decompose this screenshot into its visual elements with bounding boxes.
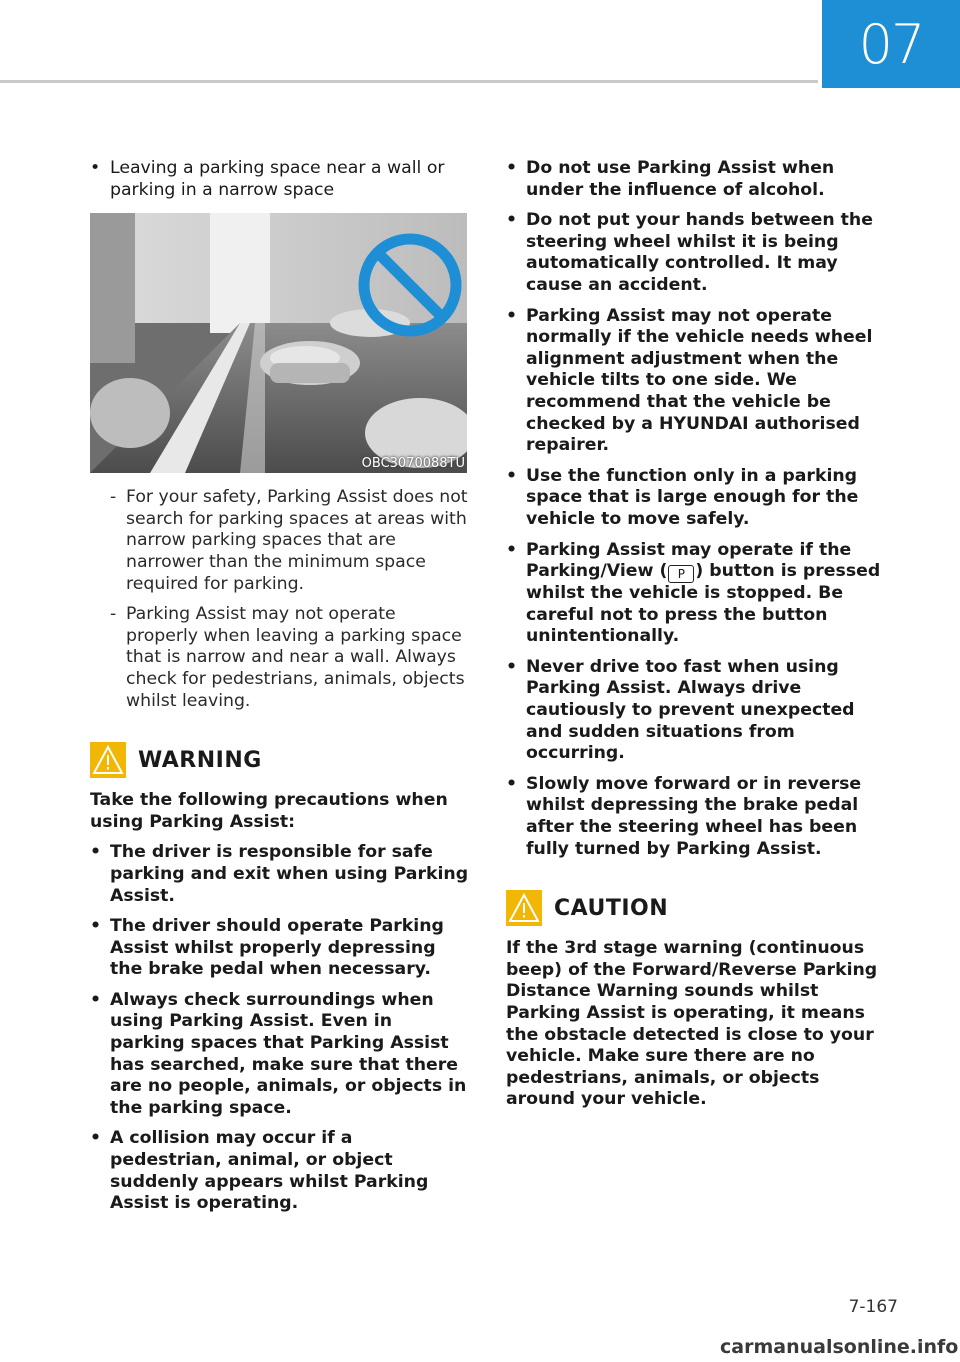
warning-intro: Take the following precautions when using Parking Assist: (90, 790, 448, 832)
caution-triangle-icon (506, 890, 542, 926)
header-rule (0, 80, 818, 83)
right-column (506, 158, 884, 1120)
left-column (90, 158, 470, 1224)
garage-scene-image (90, 213, 467, 473)
caution-heading (506, 890, 884, 926)
warning-item: • Never drive too fast when using Parking Assist. Always drive cautiously to prevent unexpected and sudden situations from occurring. (506, 657, 884, 765)
warning-heading (90, 742, 470, 778)
warning-item: • Always check surroundings when using Parking Assist. Even in parking spaces that Parking Assist has searched, make sure that there are no people, animals, or objects in the parking space. (90, 990, 470, 1120)
warning-item: • A collision may occur if a pedestrian, animal, or object suddenly appears whilst Parking Assist is operating. (90, 1128, 470, 1214)
warning-item: • Use the function only in a parking space that is large enough for the vehicle to move safely. (506, 466, 884, 531)
warning-item: • The driver should operate Parking Assist whilst properly depressing the brake pedal when necessary. (90, 916, 470, 981)
warning-item: • Parking Assist may not operate normally if the vehicle needs wheel alignment adjustment when the vehicle tilts to one side. We recommend that the vehicle be checked by a HYUNDAI authorised repairer. (506, 306, 884, 457)
caution-title: CAUTION (554, 895, 669, 921)
warning-triangle-icon (90, 742, 126, 778)
item-text-pre: Parking Assist may operate if the Parking/View ( (526, 539, 852, 582)
bullet-narrow-space: • Leaving a parking space near a wall or parking in a narrow space (90, 158, 470, 201)
sub-item-leaving: - Parking Assist may not operate properly when leaving a parking space that is narrow and near a wall. Always check for pedestrians, animals, objects whilst leaving. (90, 604, 470, 712)
sub-item-safety: - For your safety, Parking Assist does not search for parking spaces at areas with narrow parking spaces that are narrower than the minimum space required for parking. (90, 487, 470, 595)
warning-item: • The driver is responsible for safe parking and exit when using Parking Assist. (90, 842, 470, 907)
item-text-post: ) button is pressed whilst the vehicle is stopped. Be careful not to press the button unintentionally. (526, 561, 881, 647)
warning-item: • Slowly move forward or in reverse whilst depressing the brake pedal after the steering wheel has been fully turned by Parking Assist. (506, 774, 884, 860)
warning-item: • Do not put your hands between the steering wheel whilst it is being automatically controlled. It may cause an accident. (506, 210, 884, 296)
parking-illustration (90, 213, 467, 473)
warning-item: • Do not use Parking Assist when under the influence of alcohol. (506, 158, 884, 201)
warning-title: WARNING (138, 747, 262, 773)
page-number: 7-167 (848, 1297, 898, 1317)
caution-text: If the 3rd stage warning (continuous beep) of the Forward/Reverse Parking Distance Warning sounds whilst Parking Assist is operating, it means the obstacle detected is close to your vehicle. Make sure there are no pedestrians, animals, or objects around your vehicle. (506, 938, 878, 1110)
warning-item-parking-view (506, 540, 884, 648)
watermark: carmanualsonline.info (720, 1336, 959, 1358)
chapter-tab: 07 (822, 0, 960, 88)
parking-view-button-icon: P (668, 565, 694, 583)
figure-code: OBC3070088TU (361, 456, 465, 472)
